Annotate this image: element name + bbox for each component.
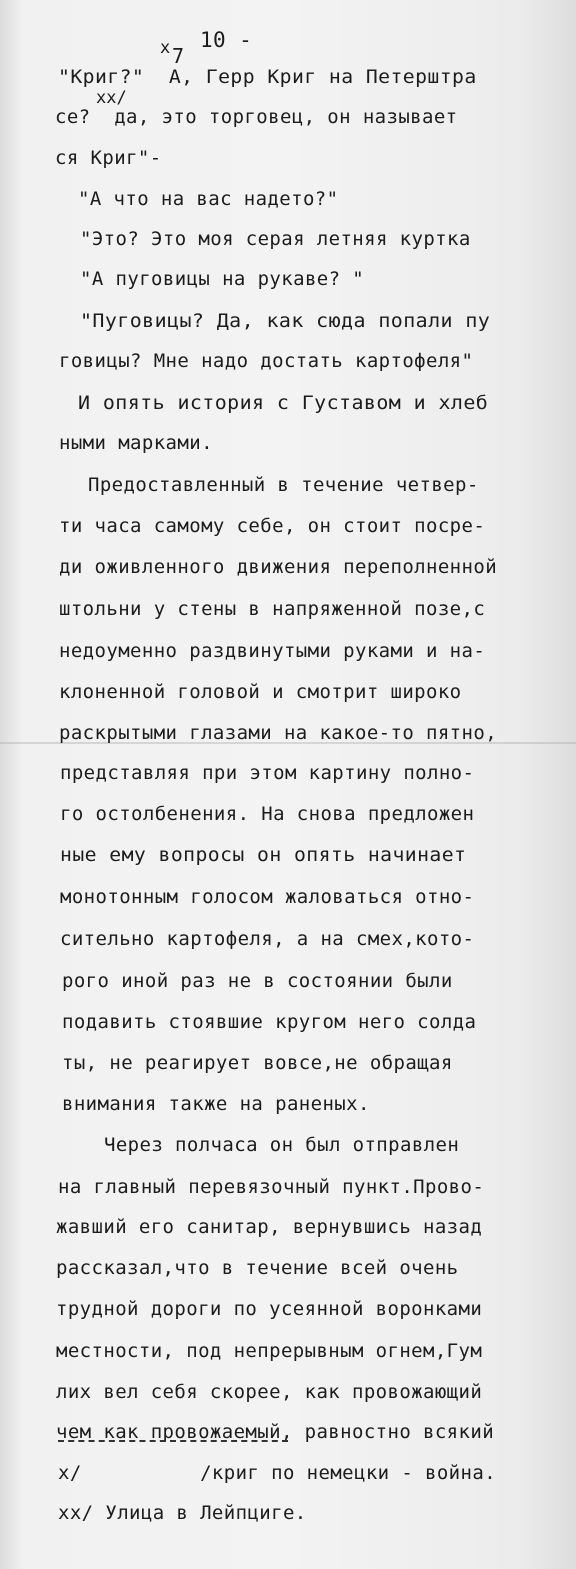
footnote-x: x/ /криг по немецки - война. [58,1462,497,1484]
text-line: "А пуговицы на рукаве? " [80,268,365,290]
text-line: го остолбенения. На снова предложен [60,803,475,825]
footnote-separator [58,1440,288,1442]
text-line: "Пуговицы? Да, как сюда попали пу [80,310,491,332]
text-line: Через полчаса он был отправлен [104,1134,460,1156]
text-line: И опять история с Густавом и хлеб [78,392,489,414]
text-line: ти часа самому себе, он стоит посре- [59,515,486,537]
text-line: говицы? Мне надо достать картофеля" [59,350,474,372]
text-line: трудной дороги по усеянной воронками [56,1298,483,1320]
text-line: ными марками. [59,432,213,454]
text-line: ся Криг"- [55,147,162,169]
text-line: Предоставленный в течение четвер- [88,474,479,496]
footnote-mark-slash: 7 [172,44,185,68]
text-line: "А что на вас надето?" [78,188,339,210]
footnote-xx: xx/ Улица в Лейпциге. [58,1502,307,1524]
text-line: представляя при этом картину полно- [60,762,475,784]
text-line: жавший его санитар, вернувшись назад [56,1216,483,1238]
page-number: 10 - [200,28,253,52]
text-line: се? да, это торговец, он называет [55,106,458,128]
text-line: "Криг?" А, Герр Криг на Петерштра [58,66,477,88]
text-line: лих вел себя скорее, как провожающий [56,1381,483,1403]
text-line: клоненной головой и смотрит широко [59,681,462,703]
text-line: сительно картофеля, а на смех,кото- [60,928,475,950]
text-line: рого иной раз не в состоянии были [62,970,453,992]
text-line: на главный перевязочный пункт.Прово- [58,1176,485,1198]
text-line: местности, под непрерывным огнем,Гум [56,1340,483,1362]
text-line: внимания также на раненых. [62,1093,370,1115]
text-line: "Это? Это моя серая летняя куртка [80,228,471,250]
footnote-mark-x: x [160,38,171,58]
text-line: недоуменно раздвинутыми руками и на- [59,640,486,662]
text-line: ди оживленного движения переполненной [59,556,498,578]
text-line: чем как провожаемый, равностно всякий [56,1421,495,1443]
footnote-mark-xx: xx/ [96,88,127,108]
text-line: рассказал,что в течение всей очень [56,1257,459,1279]
text-line: монотонным голосом жаловаться отно- [60,886,475,908]
text-line: штольни у стены в напряженной позе,с [59,598,486,620]
text-line: ные ему вопросы он опять начинает [60,844,467,866]
text-line: ты, не реагирует вовсе,не обращая [62,1052,453,1074]
text-line: раскрытыми глазами на какое-то пятно, [59,722,498,744]
text-line: подавить стоявшие кругом него солда [62,1011,477,1033]
